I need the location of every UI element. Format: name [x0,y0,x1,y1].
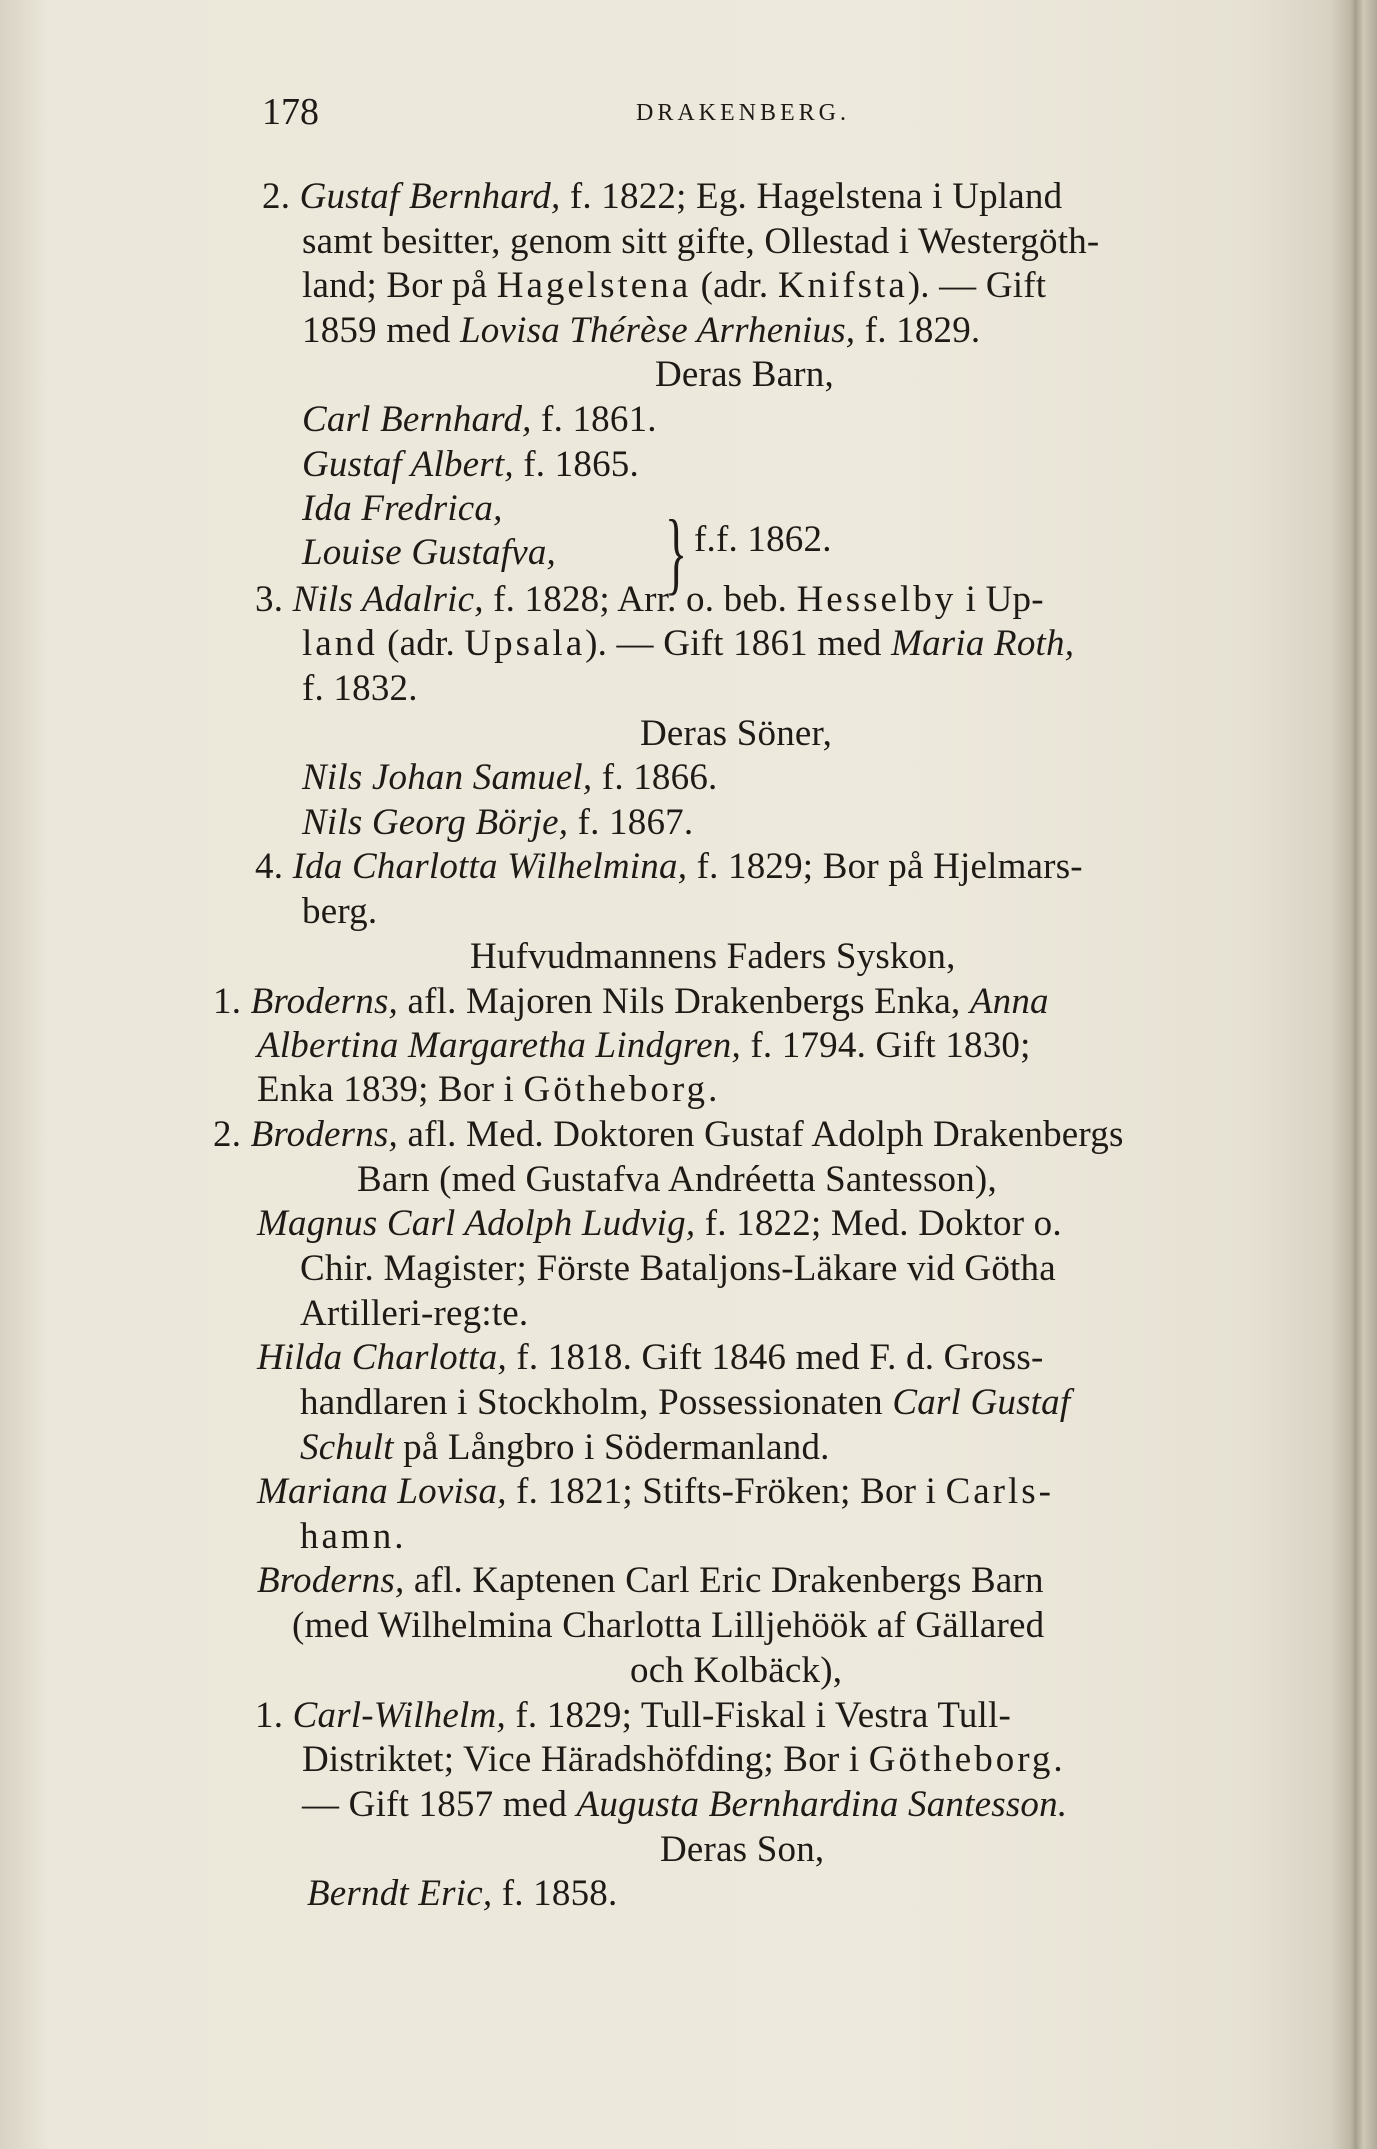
text-run: f. 1861. [531,399,657,440]
text-run: ). — Gift [907,265,1047,306]
text-line [357,1158,997,1202]
text-line [213,1113,1124,1157]
text-line [257,1202,1062,1246]
entry-number: 2. [262,176,300,217]
text-run: Artilleri-reg:te. [300,1293,529,1334]
italic-name: Albertina Margaretha Lindgren, [257,1025,741,1066]
text-line [255,578,1044,622]
text-run: . [394,1516,404,1557]
text-run: f. 1866. [592,757,718,798]
text-line [660,1828,824,1872]
italic-name: Maria Roth, [891,623,1075,664]
text-line [255,1694,1011,1738]
text-run: f. 1829; Tull-Fiskal i Vestra Tull- [505,1695,1012,1736]
running-title: DRAKENBERG. [636,100,851,126]
text-run: f. 1858. [492,1873,618,1914]
text-run: Barn (med Gustafva Andréetta Santesson), [357,1159,997,1200]
text-line [302,264,1046,308]
text-line [302,1783,1067,1827]
text-line [262,175,1062,219]
text-line [257,1336,1044,1380]
text-line [292,1604,1044,1648]
text-run: Deras Son, [660,1829,825,1870]
text-run: f. 1865. [513,444,639,485]
text-run: f. 1794. Gift 1830; [740,1025,1031,1066]
spaced-place: Carls- [945,1471,1055,1512]
spaced-place: Hesselby [796,579,957,620]
text-run: . [708,1069,718,1110]
text-line [300,1247,1056,1291]
entry-number: 2. [213,1114,251,1155]
text-line [640,712,832,756]
text-line [302,622,1074,666]
italic-name: Augusta Bernhardina Santesson. [576,1784,1068,1825]
text-run: ). — Gift 1861 med [585,623,892,664]
text-run: Deras Söner, [640,713,833,754]
spaced-place: Götheborg [868,1739,1054,1780]
text-line [302,487,503,531]
text-run: — Gift 1857 med [302,1784,577,1825]
text-run: f. 1867. [568,802,694,843]
italic-name: Anna [969,981,1049,1022]
spaced-place: hamn [300,1516,395,1557]
italic-name: Berndt Eric, [307,1873,493,1914]
text-line [302,756,717,800]
italic-name: Gustaf Bernhard, [299,176,561,217]
text-run: afl. Kaptenen Carl Eric Drakenbergs Barn [404,1560,1044,1601]
text-line [213,980,1049,1024]
text-run: afl. Majoren Nils Drakenbergs Enka, [398,981,970,1022]
text-run: handlaren i Stockholm, Possessionaten [300,1382,893,1423]
text-line [257,1024,1031,1068]
text-run: f. 1828; Arr. o. beb. [483,579,797,620]
text-run: afl. Med. Doktoren Gustaf Adolph Drakenbergs [398,1114,1124,1155]
text-run: Deras Barn, [655,354,834,395]
italic-name: Nils Johan Samuel, [302,757,593,798]
brace-symbol: } [665,501,688,603]
italic-name: Nils Georg Börje, [302,802,569,843]
text-run: och Kolbäck), [630,1650,843,1691]
text-run: f. 1818. Gift 1846 med F. d. Gross- [506,1337,1044,1378]
text-run: på Långbro i Södermanland. [393,1427,830,1468]
text-line [257,1068,718,1112]
text-run: (med Wilhelmina Charlotta Lilljehöök af Gällared [292,1605,1045,1646]
text-run: f. 1829. [855,310,981,351]
spaced-place: Hagelstena [496,265,692,306]
italic-name: Magnus Carl Adolph Ludvig, [257,1203,696,1244]
entry-number: 3. [255,579,293,620]
text-line [302,667,418,711]
book-spine [1355,0,1377,2149]
text-line [302,531,556,575]
text-line [302,1738,1063,1782]
text-line [302,801,693,845]
text-run: f. 1832. [302,668,418,709]
text-line [300,1381,1070,1425]
text-line [300,1292,528,1336]
text-run: (adr. [691,265,778,306]
italic-name: Carl-Wilhelm, [292,1695,506,1736]
text-line [630,1649,842,1693]
brace-note: f.f. 1862. [694,519,832,560]
italic-name: Gustaf Albert, [302,444,514,485]
text-run: f. 1829; Bor på Hjelmars- [687,846,1083,887]
page-number: 178 [262,91,319,133]
text-run: (adr. [377,623,465,664]
italic-name: Ida Fredrica, [302,488,503,529]
italic-name: Louise Gustafva, [302,532,556,573]
text-run: i Up- [956,579,1044,620]
text-run: berg. [302,891,378,932]
text-line [255,845,1083,889]
spaced-place: land [302,623,378,664]
italic-name: Broderns, [250,981,399,1022]
text-run: f. 1821; Stifts-Fröken; Bor i [506,1471,946,1512]
text-run: f. 1822; Med. Doktor o. [695,1203,1062,1244]
text-run: 1859 med [302,310,461,351]
text-line [302,220,1099,264]
entry-number: 4. [255,846,293,887]
italic-name: Broderns, [257,1560,405,1601]
italic-name: Carl Bernhard, [302,399,532,440]
text-line [470,935,956,979]
italic-name: Hilda Charlotta, [257,1337,507,1378]
italic-name: Broderns, [250,1114,399,1155]
italic-name: Nils Adalric, [292,579,484,620]
text-run: Enka 1839; Bor i [257,1069,524,1110]
text-run: land; Bor på [302,265,497,306]
text-run: samt besitter, genom sitt gifte, Ollestad i Westergöth- [302,221,1100,262]
italic-name: Carl Gustaf [892,1382,1071,1423]
italic-name: Schult [300,1427,394,1468]
text-line [302,309,980,353]
entry-number: 1. [255,1695,293,1736]
text-line [257,1470,1054,1514]
text-line [302,443,639,487]
text-run: f. 1822; Eg. Hagelstena i Upland [560,176,1063,217]
italic-name: Mariana Lovisa, [257,1471,507,1512]
text-line [307,1872,617,1916]
text-line [655,353,834,397]
entry-number: 1. [213,981,251,1022]
italic-name: Ida Charlotta Wilhelmina, [292,846,688,887]
text-run: . [1053,1739,1063,1780]
text-run: Distriktet; Vice Häradshöfding; Bor i [302,1739,869,1780]
spaced-place: Götheborg [523,1069,709,1110]
text-run: Chir. Magister; Förste Bataljons-Läkare vid Götha [300,1248,1056,1289]
text-line [257,1559,1044,1603]
italic-name: Lovisa Thérèse Arrhenius, [460,310,856,351]
text-line [300,1426,830,1470]
spaced-place: Knifsta [777,265,908,306]
text-run: Hufvudmannens Faders Syskon, [470,936,956,977]
text-line [302,398,657,442]
spaced-place: Upsala [464,623,586,664]
text-line [302,890,377,934]
text-line [300,1515,404,1559]
